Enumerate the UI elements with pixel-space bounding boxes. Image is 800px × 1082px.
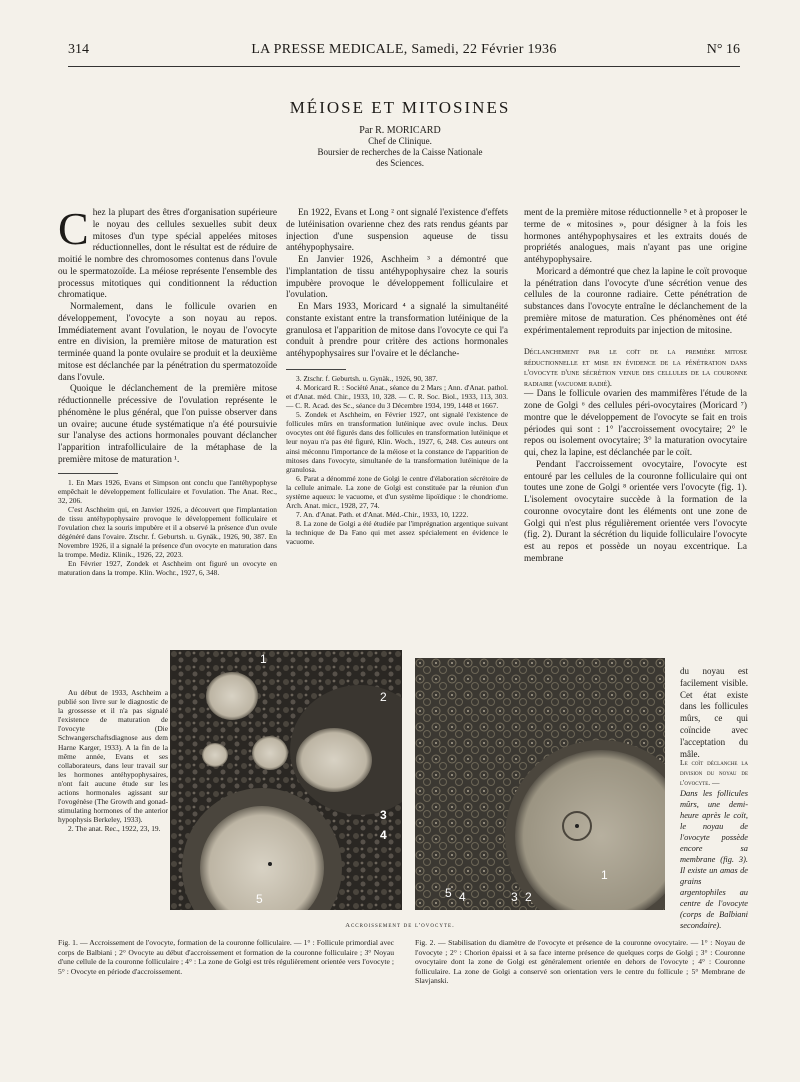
article-title: MÉIOSE ET MITOSINES (289, 98, 511, 117)
column-2 (286, 208, 508, 547)
figure-1-micrograph (170, 650, 402, 910)
column-3 (524, 208, 747, 566)
footnote: 1. En Mars 1926, Evans et Simpson ont conclu que l'antéhypophyse empêchait le développement folliculaire et l'ovulation. The Anat. Rec., 32, 206. (58, 477, 277, 505)
paragraph: ment de la première mitose réductionnelle ⁵ et à proposer le terme de « mitosines », pour désigner à la fois les hormones antéhypophysaires et les extraits doués de propriétés analogues, mais n'ayant pas une origine antéhypophysaire. (524, 208, 747, 265)
figure-label: 5 (256, 892, 263, 906)
section-heading: Déclanchement par le coït de la première mitose réductionnelle et mise en évidence de la pénétration dans l'ovocyte d'une sécrétion venue des cellules de la couronne radiaire (vacuome radié). (524, 347, 747, 388)
footnote: 7. An. d'Anat. Path. et d'Anat. Méd.-Chir., 1933, 10, 1222. (296, 510, 469, 520)
figure-label: 1 (260, 652, 267, 666)
section-heading: Le coït déclanche la division du noyau de l'ovocyte. — (680, 758, 748, 787)
issue-number: N° 16 (706, 42, 740, 57)
footnote: 3. Ztschr. f. Geburtsh. u. Gynäk., 1926, 90, 387. (296, 373, 438, 383)
paragraph: — Dans le follicule ovarien des mammifères l'étude de la zone de Golgi ⁶ des cellules péri-ovocytaires (Moricard ⁷) montre que le développement de l'ovocyte se fait en trois périodes qui sont : 1° l'accroissement ovocytaire; 2° le repos ou isolement ovocytaire; 3° la maturation ovocytaire qui, chez la lapine, est déclanchée par le coït. (524, 389, 747, 458)
affiliation-line: Chef de Clinique. (368, 136, 432, 146)
footnote: 5. Zondek et Aschheim, en Février 1927, ont signalé l'existence de follicules mûrs en transformation lutéinique avec ovule inclus. Deux ovocytes ont été figurés dans des follicules en transformation lutéinique et leur noyau n'a pas été figuré, Klin. Woch., 1927, 6, 248. Ces auteurs ont ainsi méconnu l'importance de la méiose et la constance de l'apparition de mitoses dans l'ovocyte, simultanée de la transformation lutéinique de la granulosa. (286, 410, 508, 474)
side-section (680, 758, 748, 931)
footnote: Au début de 1933, Aschheim a publié son livre sur le diagnostic de la grossesse et il n'a pas signalé l'existence de maturation de l'ovocyte (Die Schwangerschaftsdiagnose aus dem Harne Karger, 1933). A la fin de la même année, Evans et ses collaborateurs, dans leur travail sur les hormones antéhypophysaires, n'ont fait aucune étude sur les actions hormonales agissant sur l'ovogénèse (The Growth and gonad-stimulating hormones of the anterior hypophysis Berkeley, 1933). (58, 688, 168, 825)
figure-label: 3 (380, 808, 387, 822)
figure-label: 2 (380, 690, 387, 704)
drop-cap: C (58, 203, 89, 254)
figure-2-micrograph (415, 658, 665, 910)
paragraph (58, 203, 277, 302)
paragraph: Moricard a démontré que chez la lapine le coït provoque la pénétration dans l'ovocyte d'une sécrétion venue des cellules de la couronne radiaire. Cette pénétration de substances dans l'ovocyte entraîne le déclanchement de la première mitose de maturation. Ces phénomènes ont été expérimentalement reproduits par injection de mitosine. (524, 266, 747, 336)
author: Par R. MORICARD (359, 125, 441, 136)
footnote: 2. The anat. Rec., 1922, 23, 19. (68, 824, 161, 834)
footnotes (286, 369, 508, 547)
footnote: 4. Moricard R. : Société Anat., séance du 2 Mars ; Ann. d'Anat. pathol. et d'Anat. méd. Chir., 1933, 10, 328. — C. R. Soc. Biol., 1933, 113, 303. — C. R. Acad. des Sc., séance du 3 Décembre 1934, 199, 1448 et 1667. (286, 382, 508, 411)
figure-label: 5 (445, 886, 452, 900)
italic-text: Dans les follicules mûrs, une demi-heure après le coït, le noyau de l'ovocyte possède encore sa membrane (fig. 3). Il existe un amas de grains argentophiles au centre de l'ovocyte (corps de Balbiani secondaire). (680, 789, 748, 930)
column-1 (58, 203, 277, 578)
figure-label: 2 (525, 890, 532, 904)
paragraph: Normalement, dans le follicule ovarien en développement, l'ovocyte a son noyau au repos. Immédiatement avant l'ovulation, le noyau de l'ovocyte entre en division, la première mitose de maturation est terminée quand la ponte ovulaire se produit et la deuxième mitose est déclanchée par la pénétration du spermatozoïde dans l'ovule. (58, 302, 277, 383)
figure-label: 4 (380, 828, 387, 842)
page-number: 314 (68, 42, 89, 57)
footnote-rule (286, 369, 346, 370)
footnote: 8. La zone de Golgi a été étudiée par l'imprégnation argentique suivant la technique de Da Fano qui met assez spécialement en évidence le vacuome. (286, 519, 508, 547)
header-rule (68, 66, 740, 67)
footnote: C'est Aschheim qui, en Janvier 1926, a découvert que l'implantation de tissu antéhypophysaire provoque le développement folliculaire et l'ovulation chez la souris impubère et il a observé la présence d'un ovule dégénéré dans l'ovaire. Ztschr. f. Geburtsh. u. Gynäk., 1926, 90, 387. En Novembre 1926, il a signalé la présence d'un ovocyte en maturation dans la trompe. Mediz. Klinik., 1926, 22, 2023. (58, 504, 277, 560)
figure-caption-heading: Accroissement de l'ovocyte. (345, 922, 455, 929)
footnote-rule (58, 473, 118, 474)
paragraph: Quoique le déclanchement de la première mitose réductionnelle précessive de l'ovulation représente le phénomène le plus général, que l'on puisse observer dans un ovaire; aucune étude systématique n'a été poursuivie sur l'analyse des actions hormonales pouvant déclancher l'apparition intrafolliculaire de la métaphase de la première mitose de maturation ¹. (58, 384, 277, 465)
affiliation-line: Boursier de recherches de la Caisse Nationale (317, 147, 483, 157)
footnote-narrow (58, 688, 168, 834)
figure-label: 1 (601, 868, 608, 882)
paragraph: En 1922, Evans et Long ² ont signalé l'existence d'effets de lutéinisation ovarienne chez des rats rendus géants par injection d'une suspension aqueuse de tissu antéhypophysaire. (286, 208, 508, 254)
narrow-text (680, 666, 748, 760)
paragraph-text: hez la plupart des êtres d'organisation supérieure le noyau des cellules sexuelles subit deux mitoses d'un type spécial appelées mitoses réductionnelles, dont le résultat est de réduire de moitié le nombre des chromosomes contenus dans l'ovule ou le spermatozoïde. La méiose représente l'ensemble des processus mitotiques qui conditionnent la réduction chromatique. (58, 208, 277, 301)
paragraph: Pendant l'accroissement ovocytaire, l'ovocyte est entouré par les cellules de la couronne folliculaire qui ont toutes une zone de Golgi ⁸ orientée vers l'ovocyte (fig. 1). L'isolement ovocytaire succède à la formation de la couronne ovocytaire dont les éléments ont une zone de Golgi qui n'est plus régulièrement orientée vers l'ovocyte (fig. 2). Durant la sécrétion du liquide folliculaire l'ovocyte est au repos et possède un noyau excentrique. La membrane (524, 459, 747, 564)
paragraph (680, 788, 748, 931)
figure-2-caption: Fig. 2. — Stabilisation du diamètre de l'ovocyte et présence de la couronne ovocytaire. — 1° : Noyau de l'ovocyte ; 2° : Chorion épaissi et à sa face interne présence de quelques corps de Golgi ; 3° : Couronne ovocytaire dont la zone de Golgi est généralement orientée en dehors de l'ovocyte ; 4° : Couronne folliculaire. La zone de Golgi a conservé son orientation vers le centre du follicule ; 5° Membrane de Slavjanski. (415, 938, 745, 986)
paragraph: En Mars 1933, Moricard ⁴ a signalé la simultanéité constante existant entre la transformation lutéinique de la granulosa et l'apparition de mitose dans l'ovocyte ce qui l'a conduit à prendre pour critère des actions hormonales antéhypophysaires sur l'ovaire et le déclanche- (286, 302, 508, 359)
figure-label: 3 (511, 890, 518, 904)
journal-title: LA PRESSE MEDICALE, Samedi, 22 Février 1936 (251, 42, 557, 57)
figure-label: 4 (459, 890, 466, 904)
footnote: En Février 1927, Zondek et Aschheim ont figuré un ovocyte en maturation dans la trompe. Klin. Wochr., 1927, 6, 348. (58, 559, 277, 578)
footnote: 6. Parat a dénommé zone de Golgi le centre d'élaboration sécrétoire de la cellule animale. La zone de Golgi est constituée par la réunion d'un système aqueux: le vacuome, et d'un système lipoïdique : le chondriome. Arch. Anat. micr., 1928, 27, 74. (286, 473, 508, 511)
figure-2-drawing (415, 658, 665, 910)
footnotes (58, 473, 277, 578)
figure-1-caption: Fig. 1. — Accroissement de l'ovocyte, formation de la couronne folliculaire. — 1° : Follicule primordial avec corps de Balbiani ; 2° Ovocyte au début d'accroissement et formation de la couronne folliculaire ; 3° Noyau d'une cellule de la couronne folliculaire ; 4° : La zone de Golgi est très régulièrement orientée vers l'ovocyte ; 5° : Ovocyte en période d'accroissement. (58, 938, 394, 976)
byline-block (0, 125, 800, 169)
paragraph: En Janvier 1926, Aschheim ³ a démontré que l'implantation de tissu antéhypophysaire chez la souris impubère provoque le développement folliculaire et l'ovulation. (286, 255, 508, 301)
figure-1-drawing (170, 650, 402, 910)
affiliation-line: des Sciences. (376, 158, 424, 168)
paragraph: du noyau est facilement visible. Cet état existe dans les follicules mûrs, ce qui coïncide avec l'acceptation du mâle. (680, 666, 748, 759)
